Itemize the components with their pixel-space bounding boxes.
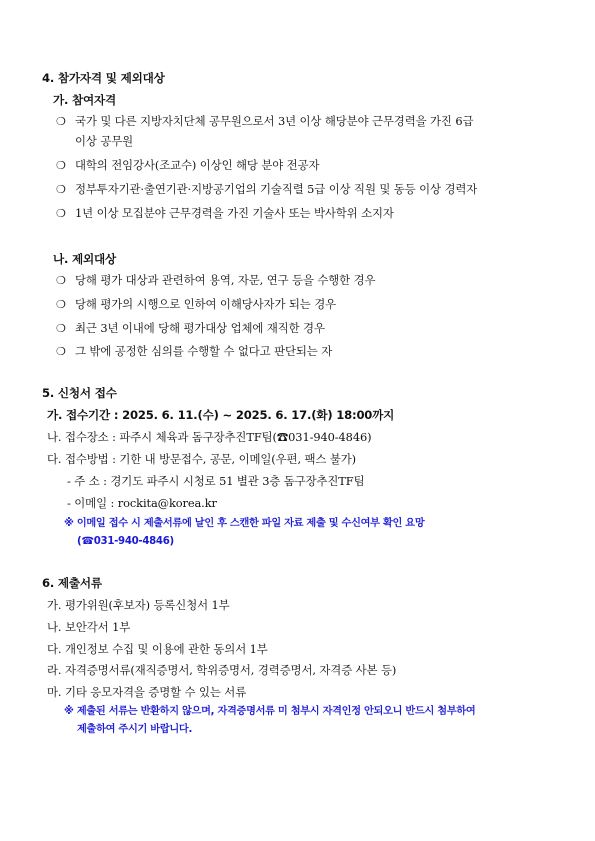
circle-bullet-icon: ❍ (56, 322, 66, 335)
circle-bullet-icon: ❍ (56, 183, 66, 196)
document-item: 가. 평가위원(후보자) 등록신청서 1부 (47, 598, 230, 612)
document-item: 마. 기타 응모자격을 증명할 수 있는 서류 (47, 685, 247, 699)
submission-notice: ※ 제출된 서류는 반환하지 않으며, 자격증명서류 미 첨부시 자격인정 안되오니 반드시 첨부하여 (64, 706, 476, 717)
email-notice-phone: (☎031-940-4846) (77, 536, 174, 547)
circle-bullet-icon: ❍ (56, 159, 66, 172)
application-address: - 주 소 : 경기도 파주시 시청로 51 별관 3층 돔구장추진TF팀 (67, 474, 365, 488)
circle-bullet-icon: ❍ (56, 298, 66, 311)
document-item: 나. 보안각서 1부 (47, 620, 131, 634)
circle-bullet-icon: ❍ (56, 115, 66, 128)
circle-bullet-icon: ❍ (56, 345, 66, 358)
application-email: - 이메일 : rockita@korea.kr (67, 496, 217, 510)
list-item: ❍ 그 밖에 공정한 심의를 수행할 수 없다고 판단되는 자 (56, 344, 333, 358)
circle-bullet-icon: ❍ (56, 207, 66, 220)
document-item: 다. 개인정보 수집 및 이용에 관한 동의서 1부 (47, 642, 268, 656)
list-item-continuation: 이상 공무원 (75, 134, 134, 148)
list-item: ❍ 대학의 전임강사(조교수) 이상인 해당 분야 전공자 (56, 158, 320, 172)
list-item: ❍ 당해 평가의 시행으로 인하여 이해당사자가 되는 경우 (56, 297, 336, 311)
application-method: 다. 접수방법 : 기한 내 방문접수, 공문, 이메일(우편, 팩스 불가) (47, 452, 356, 466)
document-item: 라. 자격증명서류(재직증명서, 학위증명서, 경력증명서, 자격증 사본 등) (47, 663, 397, 677)
circle-bullet-icon: ❍ (56, 274, 66, 287)
section-4-a-title: 가. 참여자격 (53, 93, 117, 107)
section-6-title: 6. 제출서류 (42, 576, 102, 590)
email-notice: ※ 이메일 접수 시 제출서류에 날인 후 스캔한 파일 자료 제출 및 수신여부 확인 요망 (64, 518, 425, 529)
list-item: ❍ 정부투자기관·출연기관·지방공기업의 기술직렬 5급 이상 직원 및 동등 이상 경력자 (56, 182, 478, 196)
section-5-title: 5. 신청서 접수 (42, 386, 117, 400)
application-place: 나. 접수장소 : 파주시 체육과 돔구장추진TF팀(☎031-940-4846) (47, 430, 372, 444)
application-period: 가. 접수기간 : 2025. 6. 11.(수) ~ 2025. 6. 17.(화) 18:00까지 (47, 408, 395, 422)
list-item: ❍ 최근 3년 이내에 당해 평가대상 업체에 재직한 경우 (56, 321, 325, 335)
list-item: ❍ 국가 및 다른 지방자치단체 공무원으로서 3년 이상 해당분야 근무경력을 가진 6급 (56, 114, 474, 128)
section-4-b-title: 나. 제외대상 (53, 252, 117, 266)
list-item: ❍ 당해 평가 대상과 관련하여 용역, 자문, 연구 등을 수행한 경우 (56, 273, 376, 287)
submission-notice-continuation: 제출하여 주시기 바랍니다. (77, 724, 193, 735)
list-item: ❍ 1년 이상 모집분야 근무경력을 가진 기술사 또는 박사학위 소지자 (56, 206, 394, 220)
section-4-title: 4. 참가자격 및 제외대상 (42, 71, 165, 85)
